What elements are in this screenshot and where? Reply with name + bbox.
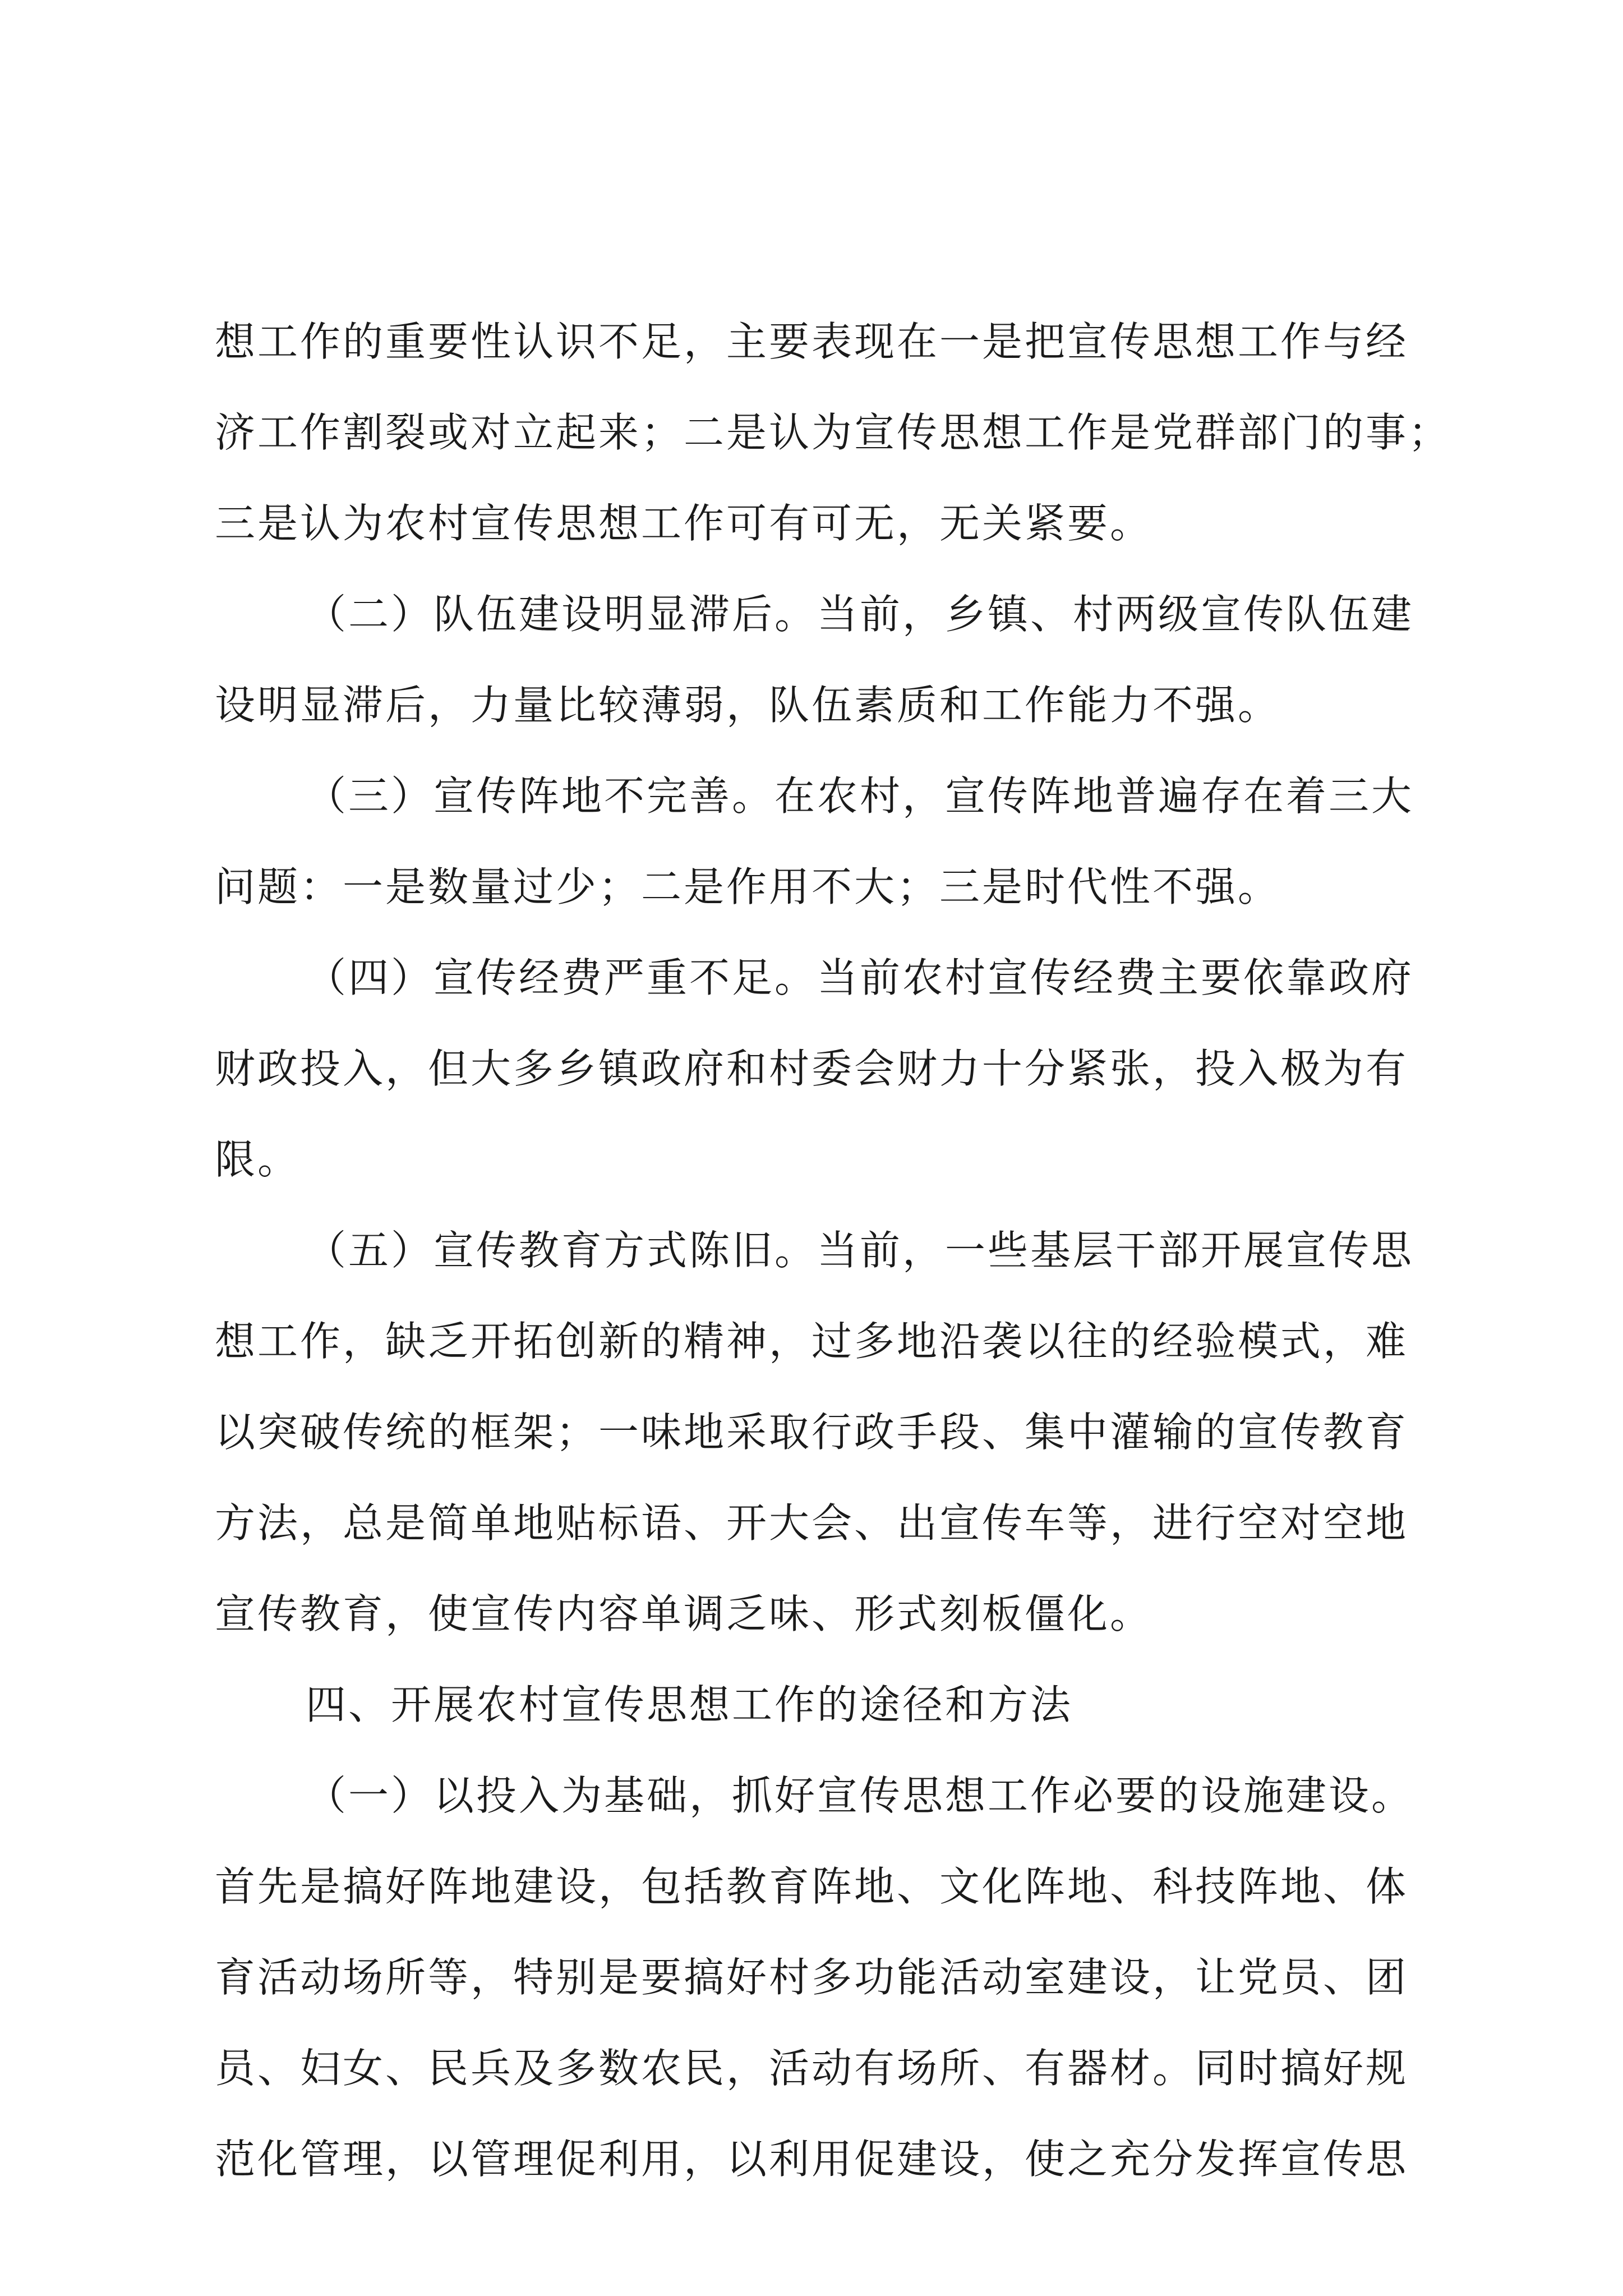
text-line: 想工作，缺乏开拓创新的精神，过多地沿袭以往的经验模式，难: [215, 1318, 1409, 1365]
text-line: 方法，总是简单地贴标语、开大会、出宣传车等，进行空对空地: [215, 1499, 1409, 1547]
text-line: 三是认为农村宣传思想工作可有可无，无关紧要。: [215, 500, 1153, 547]
text-line: 育活动场所等，特别是要搞好村多功能活动室建设，让党员、团: [215, 1954, 1409, 2001]
text-line: 首先是搞好阵地建设，包括教育阵地、文化阵地、科技阵地、体: [215, 1863, 1409, 1910]
text-line: 想工作的重要性认识不足，主要表现在一是把宣传思想工作与经: [215, 318, 1409, 365]
text-line: （四）宣传经费严重不足。当前农村宣传经费主要依靠政府: [306, 954, 1414, 1001]
text-line: （一）以投入为基础，抓好宣传思想工作必要的设施建设。: [306, 1772, 1414, 1819]
text-line: 问题：一是数量过少；二是作用不大；三是时代性不强。: [215, 863, 1281, 910]
text-line: 以突破传统的框架；一味地采取行政手段、集中灌输的宣传教育: [215, 1409, 1409, 1456]
text-line: 宣传教育，使宣传内容单调乏味、形式刻板僵化。: [215, 1590, 1153, 1637]
text-line: （三）宣传阵地不完善。在农村，宣传阵地普遍存在着三大: [306, 772, 1414, 820]
text-line: 员、妇女、民兵及多数农民，活动有场所、有器材。同时搞好规: [215, 2045, 1409, 2092]
text-line: 财政投入，但大多乡镇政府和村委会财力十分紧张，投入极为有: [215, 1045, 1409, 1092]
text-line: 范化管理，以管理促利用，以利用促建设，使之充分发挥宣传思: [215, 2136, 1409, 2183]
text-line: 限。: [215, 1136, 301, 1183]
section-heading: 四、开展农村宣传思想工作的途径和方法: [306, 1681, 1073, 1728]
text-line: （二）队伍建设明显滞后。当前，乡镇、村两级宣传队伍建: [306, 591, 1414, 638]
text-line: 设明显滞后，力量比较薄弱，队伍素质和工作能力不强。: [215, 682, 1281, 729]
text-line: 济工作割裂或对立起来；二是认为宣传思想工作是党群部门的事；: [215, 409, 1451, 456]
text-line: （五）宣传教育方式陈旧。当前，一些基层干部开展宣传思: [306, 1227, 1414, 1274]
